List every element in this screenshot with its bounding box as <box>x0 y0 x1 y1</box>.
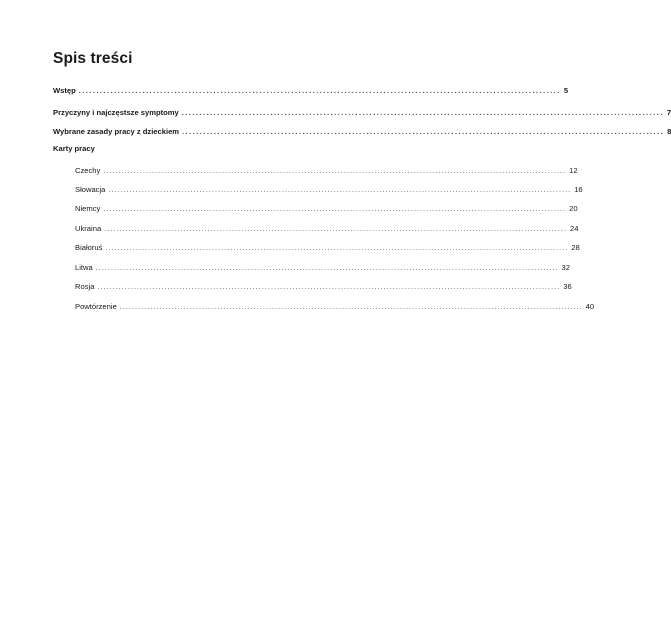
toc-subentry[interactable] <box>75 204 578 215</box>
toc-entry-page: 28 <box>571 243 580 252</box>
section-heading: Karty pracy <box>53 144 95 153</box>
toc-subentry[interactable] <box>75 302 595 313</box>
page-title: Spis treści <box>53 50 133 67</box>
dot-leader: ........................................................................................................................................................ <box>95 265 559 272</box>
toc-entry[interactable] <box>53 108 671 119</box>
toc-subentry[interactable] <box>75 166 578 177</box>
toc-entry-label: Białoruś <box>75 243 103 252</box>
toc-entry[interactable] <box>53 127 671 138</box>
toc-entry-page: 24 <box>569 224 579 233</box>
toc-entry-page: 32 <box>561 263 570 272</box>
dot-leader: ........................................................................................................................................................ <box>104 226 567 233</box>
toc-entry-label: Ukraina <box>75 224 102 233</box>
toc-entry[interactable] <box>53 86 569 97</box>
toc-entry-label: Wybrane zasady pracy z dzieckiem <box>53 127 180 136</box>
toc-subentry[interactable] <box>75 185 583 196</box>
toc-entry-label: Wstęp <box>53 86 76 95</box>
toc-entry-page: 36 <box>563 282 572 291</box>
dot-leader: ........................................................................................................................................................ <box>119 304 583 311</box>
toc-entry-page: 5 <box>563 86 569 95</box>
toc-entry-label: Słowacja <box>75 185 106 194</box>
dot-leader: ........................................................................................................................................................ <box>103 168 567 175</box>
dot-leader: ........................................................................................................................................................ <box>97 284 561 291</box>
toc-subentry[interactable] <box>75 243 580 254</box>
toc-entry-label: Litwa <box>75 263 93 272</box>
dot-leader: ........................................................................................................................................ <box>78 88 561 95</box>
toc-entry-page: 8 <box>667 127 671 136</box>
toc-subentry[interactable] <box>75 282 572 293</box>
toc-entry-label: Przyczyny i najczęstsze symptomy <box>53 108 179 117</box>
toc-entry-label: Niemcy <box>75 204 101 213</box>
dot-leader: ........................................................................................................................................................ <box>108 187 572 194</box>
toc-entry-label: Czechy <box>75 166 101 175</box>
dot-leader: ........................................................................................................................................................ <box>105 245 569 252</box>
toc-entry-page: 40 <box>585 302 595 311</box>
dot-leader: ........................................................................................................................................ <box>181 110 664 117</box>
toc-entry-label: Powtórzenie <box>75 302 117 311</box>
toc-subentry[interactable] <box>75 224 579 235</box>
toc-entry-page: 16 <box>574 185 583 194</box>
toc-entry-page: 7 <box>666 108 671 117</box>
dot-leader: ........................................................................................................................................................ <box>103 206 567 213</box>
toc-entry-label: Rosja <box>75 282 95 291</box>
toc-entry-page: 12 <box>569 166 578 175</box>
toc-entry-page: 20 <box>569 204 578 213</box>
dot-leader: ........................................................................................................................................ <box>182 129 665 136</box>
toc-subentry[interactable] <box>75 263 570 274</box>
